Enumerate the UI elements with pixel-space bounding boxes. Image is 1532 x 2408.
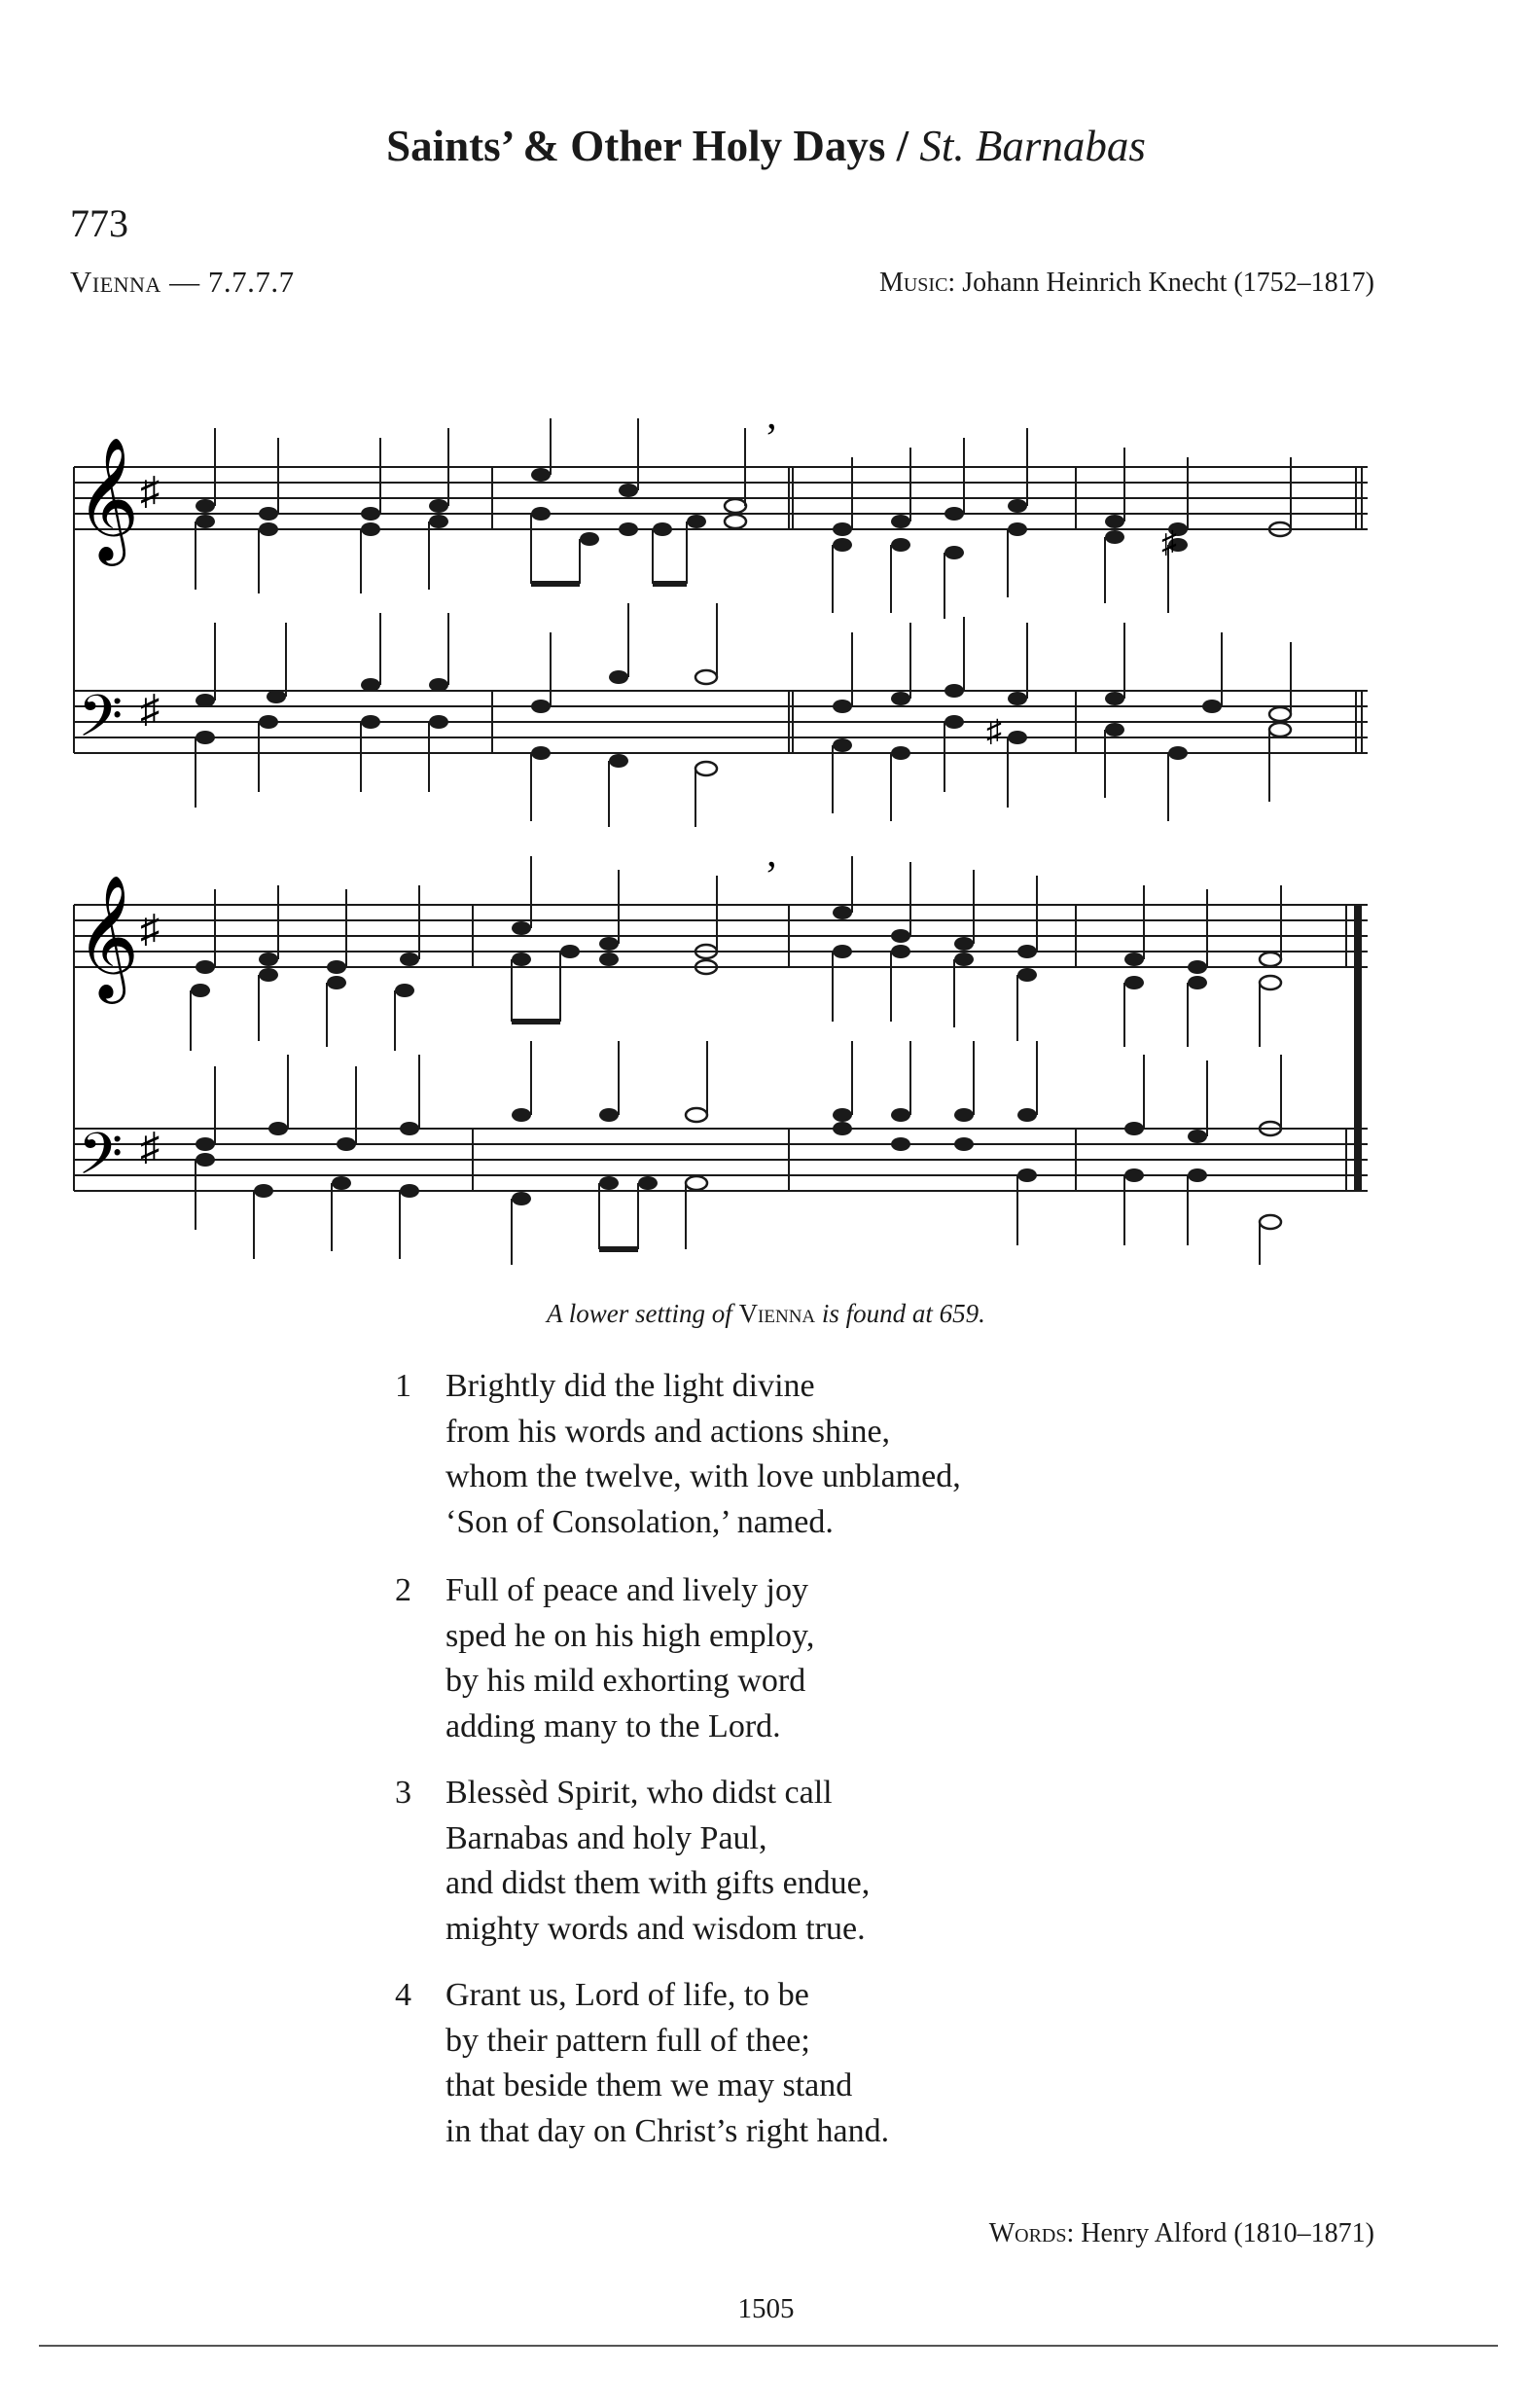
stanza-line: by their pattern full of thee;	[445, 2022, 810, 2059]
stanza-line: by his mild exhorting word	[445, 1663, 806, 1699]
stanza-number: 2	[395, 1572, 411, 1608]
section-title: Saints’ & Other Holy Days /	[386, 122, 909, 170]
tune-meter	[70, 265, 295, 300]
accidental-sharp-2: ♯	[986, 713, 1002, 748]
words-label: Words:	[988, 2218, 1075, 2248]
setting-note	[0, 1299, 1532, 1329]
music-credit	[879, 268, 1374, 299]
stanza-line: Barnabas and holy Paul,	[445, 1819, 767, 1856]
stanza-line: mighty words and wisdom true.	[445, 1910, 866, 1947]
bass-clef-2: 𝄢	[78, 1123, 124, 1201]
stanza-line: Brightly did the light divine	[445, 1368, 815, 1404]
stanza-line: Grant us, Lord of life, to be	[445, 1977, 809, 2013]
meter: — 7.7.7.7	[160, 265, 295, 299]
stanza-line: Full of peace and lively joy	[445, 1572, 808, 1608]
accidental-sharp-1: ♯	[1161, 524, 1177, 559]
tune-name: Vienna	[70, 265, 161, 299]
page-number: 1505	[737, 2293, 795, 2324]
setting-note-tune: Vienna	[738, 1299, 816, 1328]
stanza-line: from his words and actions shine,	[445, 1413, 891, 1450]
page-title	[0, 122, 1532, 170]
treble-clef-1: 𝄞	[76, 440, 140, 558]
music-system-1	[64, 418, 1383, 837]
stanza-line: that beside them we may stand	[445, 2067, 853, 2103]
hymn-occasion: St. Barnabas	[919, 122, 1146, 170]
stanza-line: in that day on Christ’s right hand.	[445, 2112, 890, 2149]
music-system-2	[64, 856, 1383, 1275]
key-sharp-treble-2: ♯	[140, 907, 160, 951]
stanza-number: 1	[395, 1368, 411, 1404]
stanza-number: 3	[395, 1775, 411, 1811]
setting-note-suffix: is found at 659.	[815, 1299, 985, 1328]
stanza-number: 4	[395, 1977, 411, 2013]
breath-mark-2: ’	[765, 856, 778, 899]
stanza-line: whom the twelve, with love unblamed,	[445, 1458, 961, 1494]
stanza-line: ‘Son of Consolation,’ named.	[445, 1503, 834, 1540]
breath-mark-1: ’	[765, 418, 778, 461]
bass-clef-1: 𝄢	[78, 685, 124, 763]
key-sharp-bass-1: ♯	[140, 687, 160, 731]
key-sharp-bass-2: ♯	[140, 1125, 160, 1168]
hymn-number: 773	[70, 201, 128, 245]
setting-note-prefix: A lower setting of	[547, 1299, 739, 1328]
key-sharp-treble-1: ♯	[140, 469, 160, 513]
stanza-line: adding many to the Lord.	[445, 1707, 781, 1744]
stanza-line: Blessèd Spirit, who didst call	[445, 1775, 833, 1811]
bottom-rule	[39, 2345, 1498, 2347]
stanza-line: and didst them with gifts endue,	[445, 1865, 871, 1901]
words-credit	[989, 2218, 1374, 2249]
stanza-line: sped he on his high employ,	[445, 1617, 815, 1654]
author: Henry Alford (1810–1871)	[1074, 2218, 1374, 2248]
treble-clef-2: 𝄞	[76, 878, 140, 996]
music-label: Music:	[878, 268, 956, 298]
composer: Johann Heinrich Knecht (1752–1817)	[955, 268, 1374, 298]
final-barline	[1354, 905, 1362, 1191]
